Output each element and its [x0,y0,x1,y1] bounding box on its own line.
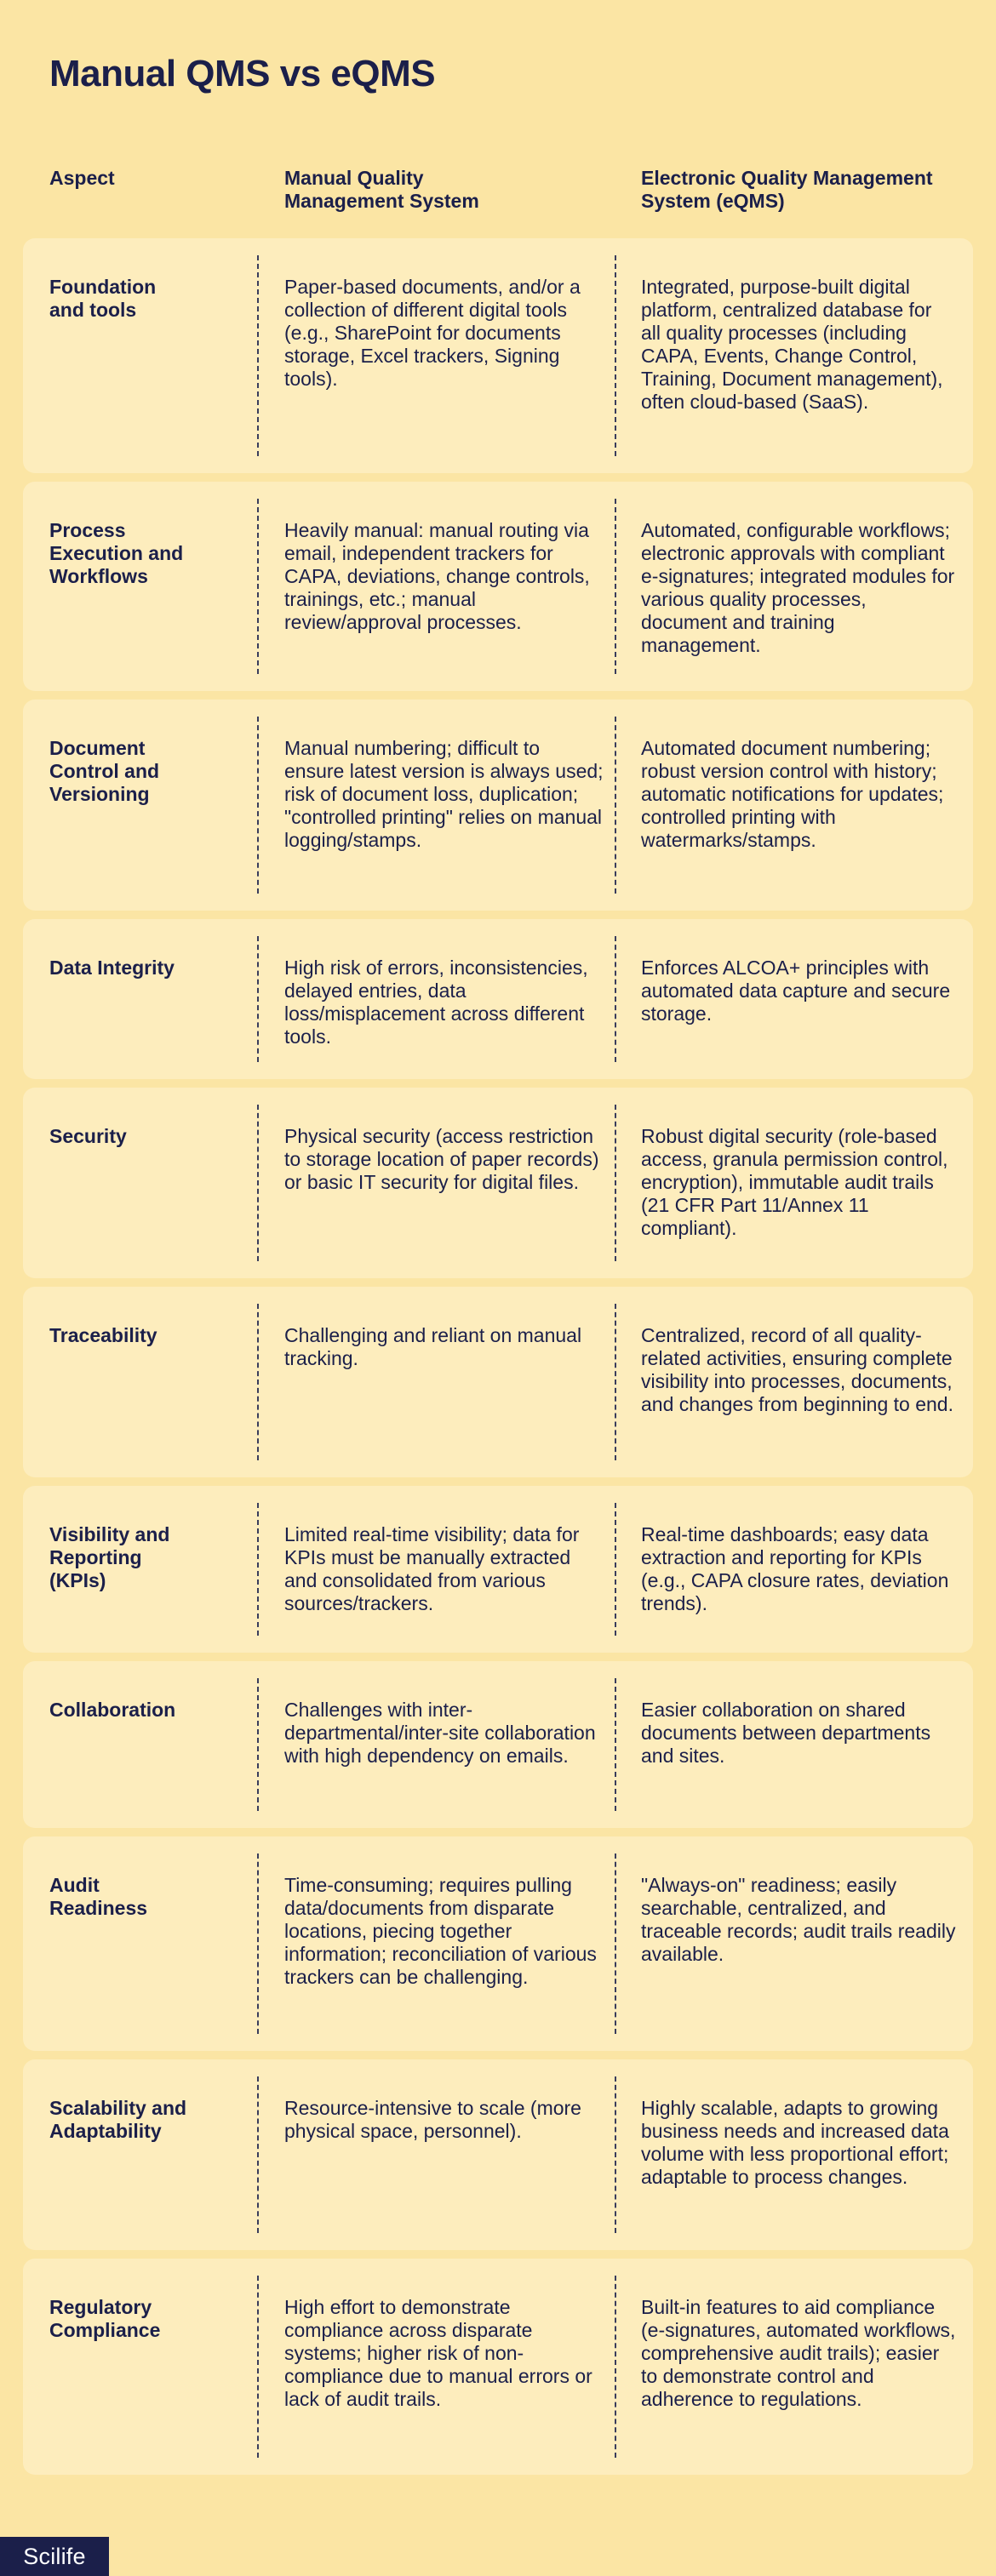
table-row-security [23,1088,973,1278]
column-divider [257,1105,259,1261]
row-manual: Time-consuming; requires pulling data/documents from disparate locations, piecing together information; reconciliation of various trackers can be challenging. [284,1874,597,1988]
table-row-visibility [23,1486,973,1653]
column-divider [615,2076,616,2233]
row-manual: Physical security (access restriction to storage location of paper records) or basic IT security for digital files. [284,1125,599,1193]
column-divider [257,2276,259,2458]
row-aspect: Collaboration [49,1699,176,1721]
column-divider [615,499,616,674]
table-row-audit-readiness [23,1836,973,2051]
column-divider [257,1678,259,1811]
column-divider [615,717,616,894]
row-eqms: Real-time dashboards; easy data extraction and reporting for KPIs (e.g., CAPA closure rates, deviation trends). [641,1523,949,1614]
row-eqms: Robust digital security (role-based access, granula permission control, encryption), immutable audit trails (21 CFR Part 11/Annex 11 compliant). [641,1125,948,1239]
table-row-collaboration [23,1661,973,1828]
row-aspect: Document Control and Versioning [49,737,160,805]
row-aspect: Foundation and tools [49,276,157,321]
row-eqms: Easier collaboration on shared documents between departments and sites. [641,1699,931,1767]
row-eqms: "Always-on" readiness; easily searchable, centralized, and traceable records; audit trails readily available. [641,1874,956,1965]
column-divider [257,1503,259,1636]
row-aspect: Audit Readiness [49,1874,148,1919]
row-manual: High risk of errors, inconsistencies, delayed entries, data loss/misplacement across different tools. [284,957,588,1048]
column-divider [257,255,259,456]
row-aspect: Visibility and Reporting (KPIs) [49,1523,170,1591]
row-manual: High effort to demonstrate compliance across disparate systems; higher risk of non-compliance due to manual errors or lack of audit trails. [284,2296,592,2410]
row-eqms: Enforces ALCOA+ principles with automated data capture and secure storage. [641,957,951,1025]
column-header-manual: Manual Quality Management System [284,167,479,212]
row-manual: Heavily manual: manual routing via email, independent trackers for CAPA, deviations, change controls, trainings, etc.; manual review/approval processes. [284,519,590,633]
column-header-eqms: Electronic Quality Management System (eQMS) [641,167,933,212]
row-aspect: Traceability [49,1324,157,1346]
scilife-logo: Scilife [0,2537,109,2576]
row-eqms: Highly scalable, adapts to growing business needs and increased data volume with less proportional effort; adaptable to process changes. [641,2097,949,2188]
row-eqms: Integrated, purpose-built digital platform, centralized database for all quality processes (including CAPA, Events, Change Control, Training, Document management), often cloud-based (SaaS). [641,276,943,413]
column-divider [257,1304,259,1460]
column-header-aspect: Aspect [49,167,115,189]
column-divider [615,255,616,456]
row-eqms: Centralized, record of all quality-related activities, ensuring complete visibility into processes, documents, and changes from beginning to end. [641,1324,953,1415]
row-aspect: Data Integrity [49,957,175,979]
table-row-document-control [23,700,973,911]
row-manual: Manual numbering; difficult to ensure latest version is always used; risk of document loss, duplication; "controlled printing" relies on manual logging/stamps. [284,737,604,851]
row-aspect: Regulatory Compliance [49,2296,161,2341]
column-divider [257,1853,259,2034]
row-manual: Paper-based documents, and/or a collection of different digital tools (e.g., SharePoint for documents storage, Excel trackers, Signing tools). [284,276,581,390]
column-divider [257,499,259,674]
row-manual: Challenges with inter-departmental/inter-site collaboration with high dependency on emails. [284,1699,596,1767]
row-aspect: Process Execution and Workflows [49,519,184,587]
row-manual: Limited real-time visibility; data for KPIs must be manually extracted and consolidated from various sources/trackers. [284,1523,580,1614]
table-row-process [23,482,973,691]
column-divider [257,717,259,894]
column-divider [257,936,259,1062]
column-divider [615,2276,616,2458]
row-eqms: Automated, configurable workflows; electronic approvals with compliant e-signatures; integrated modules for various quality processes, document and training management. [641,519,955,656]
row-manual: Challenging and reliant on manual tracking. [284,1324,582,1369]
page-title: Manual QMS vs eQMS [49,53,436,94]
column-divider [615,1105,616,1261]
table-row-foundation [23,238,973,473]
table-header [0,167,996,226]
table-row-regulatory [23,2259,973,2475]
row-manual: Resource-intensive to scale (more physical space, personnel). [284,2097,581,2142]
row-aspect: Security [49,1125,127,1147]
column-divider [615,936,616,1062]
table-row-scalability [23,2059,973,2250]
column-divider [257,2076,259,2233]
table-row-traceability [23,1287,973,1477]
table-row-data-integrity [23,919,973,1079]
column-divider [615,1853,616,2034]
column-divider [615,1503,616,1636]
row-eqms: Built-in features to aid compliance (e-signatures, automated workflows, comprehensive audit trails); easier to demonstrate control and adherence to regulations. [641,2296,956,2410]
row-aspect: Scalability and Adaptability [49,2097,187,2142]
column-divider [615,1304,616,1460]
row-eqms: Automated document numbering; robust version control with history; automatic notifications for updates; controlled printing with watermarks/stamps. [641,737,944,851]
column-divider [615,1678,616,1811]
